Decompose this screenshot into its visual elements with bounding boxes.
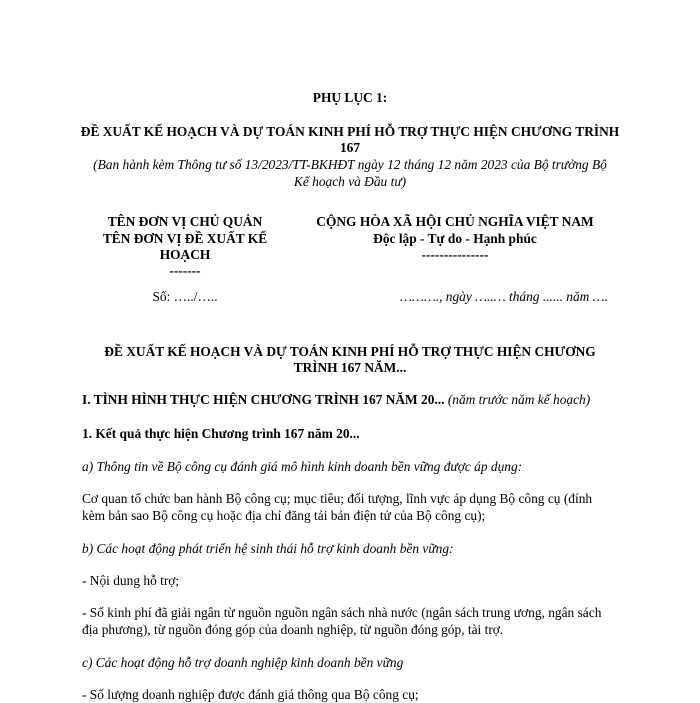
issued-note-line-2: Kế hoạch và Đầu tư) — [293, 174, 407, 189]
item-a: a) Thông tin về Bộ công cụ đánh giá mô hình kinh doanh bền vững được áp dụng: — [82, 459, 523, 474]
national-title: CỘNG HÒA XÃ HỘI CHỦ NGHĨA VIỆT NAM — [316, 214, 594, 229]
paragraph-a-line-2: kèm bản sao Bộ công cụ hoặc địa chỉ đăng tải bản điện tử của Bộ công cụ); — [82, 508, 486, 523]
document-number: Số: …../….. — [152, 289, 218, 304]
section-1-heading — [82, 391, 590, 408]
proposing-unit-name-line-2: HOẠCH — [159, 247, 211, 262]
appendix-title: PHỤ LỤC 1: — [312, 90, 388, 105]
issued-note-line-1: (Ban hành kèm Thông tư số 13/2023/TT-BKHĐT ngày 12 tháng 12 năm 2023 của Bộ trưởng Bộ — [93, 157, 607, 172]
item-c: c) Các hoạt động hỗ trợ doanh nghiệp kinh doanh bền vững — [82, 655, 404, 670]
bullet-2-line-2: địa phương), từ nguồn đóng góp của doanh nghiệp, từ nguồn đóng góp, tài trợ. — [82, 622, 504, 637]
national-motto: Độc lập - Tự do - Hạnh phúc — [373, 231, 537, 246]
doc-title-line-2: 167 — [339, 140, 361, 155]
main-title-line-1: ĐỀ XUẤT KẾ HOẠCH VÀ DỰ TOÁN KINH PHÍ HỖ TRỢ THỰC HIỆN CHƯƠNG — [104, 344, 596, 359]
proposing-unit-name-line-1: TÊN ĐƠN VỊ ĐỀ XUẤT KẾ — [102, 231, 268, 246]
section-1-title: I. TÌNH HÌNH THỰC HIỆN CHƯƠNG TRÌNH 167 NĂM 20... — [82, 392, 445, 407]
main-title-line-2: TRÌNH 167 NĂM... — [293, 360, 407, 375]
section-1-note: (năm trước năm kế hoạch) — [447, 392, 591, 407]
right-separator: --------------- — [421, 247, 489, 262]
date-line: ………., ngày …..… tháng ...... năm …. — [400, 289, 608, 304]
bullet-2-line-1: - Số kinh phí đã giải ngân từ nguồn nguồn ngân sách nhà nước (ngân sách trung ương, ngân sách — [82, 605, 602, 620]
bullet-3: - Số lượng doanh nghiệp được đánh giá thông qua Bộ công cụ; — [82, 687, 419, 702]
left-separator: ------- — [169, 263, 201, 278]
paragraph-a-line-1: Cơ quan tổ chức ban hành Bộ công cụ; mục tiêu; đối tượng, lĩnh vực áp dụng Bộ công cụ (đính — [82, 491, 593, 506]
governing-unit-name: TÊN ĐƠN VỊ CHỦ QUẢN — [107, 214, 263, 229]
doc-title-line-1: ĐỀ XUẤT KẾ HOẠCH VÀ DỰ TOÁN KINH PHÍ HỖ TRỢ THỰC HIỆN CHƯƠNG TRÌNH — [80, 124, 620, 139]
bullet-1: - Nội dung hỗ trợ; — [82, 573, 180, 588]
item-b: b) Các hoạt động phát triển hệ sinh thái hỗ trợ kinh doanh bền vững: — [82, 541, 454, 556]
subsection-1-title: 1. Kết quả thực hiện Chương trình 167 năm 20... — [82, 426, 360, 441]
